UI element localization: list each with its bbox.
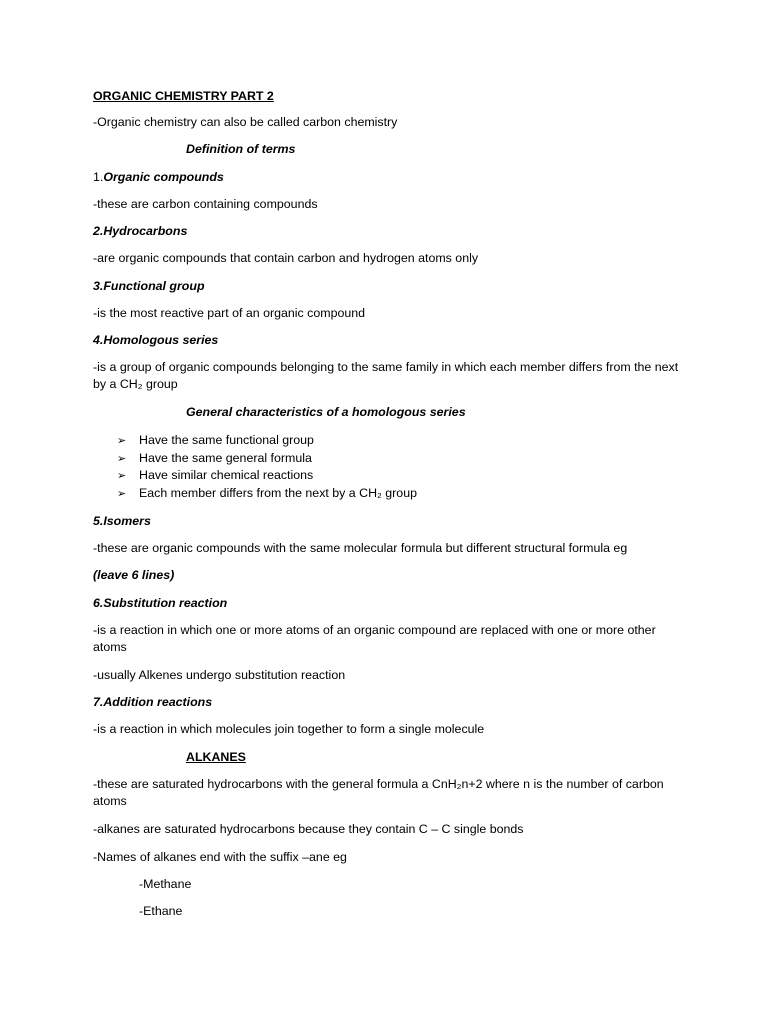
term1-definition: -these are carbon containing compounds	[93, 197, 318, 211]
characteristic-item: ➢ Have the same general formula	[117, 451, 312, 465]
term6-heading: 6.Substitution reaction	[93, 596, 228, 610]
term5-definition: -these are organic compounds with the same molecular formula but different structural formula eg	[93, 541, 628, 555]
term4-heading: 4.Homologous series	[93, 333, 219, 347]
term7-definition: -is a reaction in which molecules join together to form a single molecule	[93, 722, 485, 736]
intro-text: -Organic chemistry can also be called carbon chemistry	[93, 115, 398, 129]
alkane-example: -Methane	[139, 877, 192, 891]
alkanes-paragraph-3: -Names of alkanes end with the suffix –ane eg	[93, 850, 347, 864]
term7-heading: 7.Addition reactions	[93, 695, 213, 709]
alkanes-heading: ALKANES	[186, 750, 246, 764]
characteristics-heading: General characteristics of a homologous series	[186, 405, 466, 419]
term1-number: 1.	[93, 170, 104, 184]
term3-heading: 3.Functional group	[93, 279, 205, 293]
arrow-bullet-icon: ➢	[117, 452, 127, 465]
characteristic-item: ➢ Have the same functional group	[117, 433, 314, 447]
term6-note: -usually Alkenes undergo substitution reaction	[93, 668, 346, 682]
arrow-bullet-icon: ➢	[117, 487, 127, 500]
arrow-bullet-icon: ➢	[117, 434, 127, 447]
alkanes-paragraph-2: -alkanes are saturated hydrocarbons because they contain C – C single bonds	[93, 822, 524, 836]
term5-note: (leave 6 lines)	[93, 568, 175, 582]
term3-definition: -is the most reactive part of an organic compound	[93, 306, 366, 320]
document-title: ORGANIC CHEMISTRY PART 2	[93, 89, 274, 103]
arrow-bullet-icon: ➢	[117, 469, 127, 482]
term2-heading: 2.Hydrocarbons	[93, 224, 188, 238]
term2-definition: -are organic compounds that contain carbon and hydrogen atoms only	[93, 251, 479, 265]
term1-heading	[93, 169, 224, 186]
alkanes-paragraph-1: -these are saturated hydrocarbons with the general formula a CnH₂n+2 where n is the number of carbon atoms	[93, 777, 664, 808]
characteristic-item: ➢ Have similar chemical reactions	[117, 468, 314, 482]
alkane-example: -Ethane	[139, 904, 183, 918]
definitions-heading: Definition of terms	[186, 142, 296, 156]
term1-name: Organic compounds	[103, 170, 224, 184]
term5-heading: 5.Isomers	[93, 514, 151, 528]
term6-definition: -is a reaction in which one or more atoms of an organic compound are replaced with one or more other atoms	[93, 623, 656, 654]
term4-definition: -is a group of organic compounds belonging to the same family in which each member differs from the next by a CH₂ group	[93, 360, 679, 391]
characteristic-item: ➢ Each member differs from the next by a CH₂ group	[117, 486, 417, 500]
